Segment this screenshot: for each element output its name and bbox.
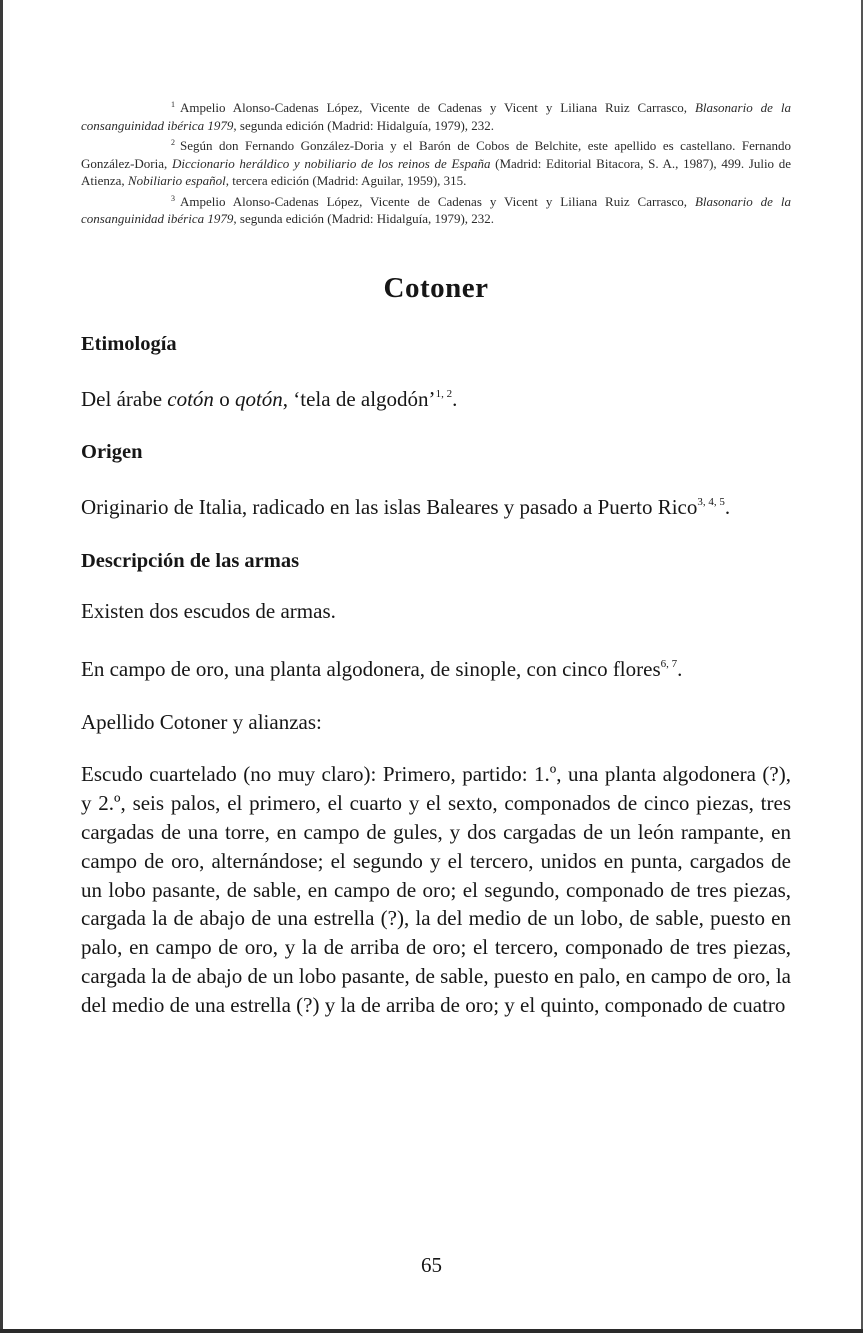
footnote-2: $^2$ Según don Fernando González-Doria y el Barón de Cobos de Belchite, este apellido es castellano. Fernando González-Doria, Diccionario heráldico y nobiliario de los reinos de España (Madrid: Editorial Bitacora, S. A., 1987), 499. Julio de Atienza, Nobiliario español, tercera edición (Madrid: Aguilar, 1959), 315. [81,138,791,188]
descripcion-paragraph-3: Apellido Cotoner y alianzas: [81,709,322,734]
heading-etimologia: Etimología [81,332,177,355]
footnote-ref: 1, 2 [435,387,453,400]
footnote-ref: 6, 7 [660,657,678,670]
heading-descripcion: Descripción de las armas [81,550,300,573]
footnote-ref: 3, 4, 5 [697,496,725,509]
footnote-3: $^3$ Ampelio Alonso-Cadenas López, Vicente de Cadenas y Vicent y Liliana Ruiz Carrasco, Blasonario de la consanguinidad ibérica 1979, segunda edición (Madrid: Hidalguía, 1979), 232. [81,193,791,226]
page-bottom-edge [0,1329,863,1333]
heading-origen: Origen [81,441,143,464]
descripcion-paragraph-4: Escudo cuartelado (no muy claro): Primero, partido: 1.º, una planta algodonera (?), y 2.º, seis palos, el primero, el cuarto y el sexto, componados de cinco piezas, tres cargadas de una torre, en campo de gules, y dos cargadas de un león rampante, en campo de oro, alternándose; el segundo y el tercero, unidos en punta, cargados de un lobo pasante, de sable, en campo de oro; el segundo, componado de tres piezas, cargada la de abajo de una estrella (?), la del medio de un lobo, de sable, puesto en palo, en campo de oro, y la de arriba de oro; el tercero, componado de tres piezas, cargada la de abajo de un lobo pasante, de sable, puesto en palo, en campo de oro, la del medio de una estrella (?) y la de arriba de oro; y el quinto, componado de cuatro [81,762,791,1017]
etimologia-paragraph: Del árabe cotón o qotón, ‘tela de algodón’$^{1, 2}$. [81,386,458,411]
origen-paragraph: Originario de Italia, radicado en las islas Baleares y pasado a Puerto Rico$^{3, 4, 5}$. [81,495,731,520]
descripcion-paragraph-2: En campo de oro, una planta algodonera, de sinople, con cinco flores$^{6, 7}$. [81,656,683,681]
page-number: 65 [421,1253,442,1277]
descripcion-paragraph-1: Existen dos escudos de armas. [81,599,336,624]
page-title: Cotoner [383,271,489,304]
footnote-1: $^1$ Ampelio Alonso-Cadenas López, Vicente de Cadenas y Vicent y Liliana Ruiz Carrasco, Blasonario de la consanguinidad ibérica 1979, segunda edición (Madrid: Hidalguía, 1979), 232. [81,100,791,133]
footnotes [81,96,791,228]
page-left-edge [0,0,3,1333]
page-content [81,96,791,1020]
